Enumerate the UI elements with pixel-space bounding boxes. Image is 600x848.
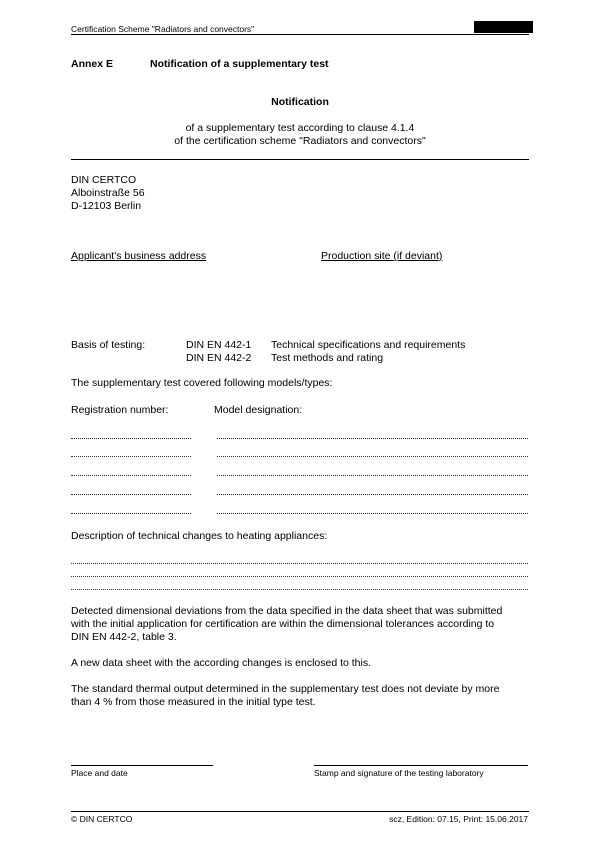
registration-entry-line[interactable] [71,494,191,495]
thermal-output-paragraph-line-1: The standard thermal output determined in the supplementary test does not deviate by more [71,683,500,695]
model-entry-line[interactable] [217,475,528,476]
description-entry-line[interactable] [71,563,528,564]
description-label: Description of technical changes to heating appliances: [71,530,328,542]
description-entry-line[interactable] [71,576,528,577]
model-entry-line[interactable] [217,438,528,439]
production-site-label: Production site (if deviant) [321,250,443,262]
model-entry-line[interactable] [217,456,528,457]
registration-entry-line[interactable] [71,513,191,514]
deviations-paragraph-line-1: Detected dimensional deviations from the data specified in the data sheet that was submitted [71,605,503,617]
registration-number-label: Registration number: [71,404,169,416]
basis-standard-2: DIN EN 442-2 [186,352,252,364]
model-designation-label: Model designation: [214,404,303,416]
address-line-2: Alboinstraße 56 [71,187,145,199]
notification-line-2: of the certification scheme "Radiators and convectors" [174,135,426,147]
redacted-block [474,21,533,33]
place-date-label: Place and date [71,768,128,778]
footer-edition: scz, Edition: 07.15, Print: 15.06.2017 [389,814,528,824]
place-date-signature-line[interactable] [71,765,213,766]
deviations-paragraph-line-2: with the initial application for certification are within the dimensional tolerances according to [71,618,495,630]
basis-description-1: Technical specifications and requirements [271,339,466,351]
stamp-signature-line[interactable] [314,765,528,766]
model-entry-line[interactable] [217,513,528,514]
address-line-3: D-12103 Berlin [71,200,142,212]
thermal-output-paragraph-line-2: than 4 % from those measured in the initial type test. [71,696,316,708]
notification-line-1: of a supplementary test according to clause 4.1.4 [185,122,415,134]
footer-rule [71,811,529,812]
basis-label: Basis of testing: [71,339,146,351]
registration-entry-line[interactable] [71,456,191,457]
annex-label: Annex E [71,58,114,70]
annex-title: Notification of a supplementary test [150,58,329,70]
covered-models-text: The supplementary test covered following models/types: [71,377,333,389]
notification-heading: Notification [271,96,329,108]
business-address-label: Applicant's business address [71,250,207,262]
stamp-signature-label: Stamp and signature of the testing laboratory [314,768,484,778]
registration-entry-line[interactable] [71,475,191,476]
description-entry-line[interactable] [71,589,528,590]
registration-entry-line[interactable] [71,438,191,439]
basis-standard-1: DIN EN 442-1 [186,339,252,351]
running-header: Certification Scheme "Radiators and convectors" [71,24,255,34]
header-rule [71,34,529,35]
address-line-1: DIN CERTCO [71,174,137,186]
deviations-paragraph-line-3: DIN EN 442-2, table 3. [71,631,177,643]
model-entry-line[interactable] [217,494,528,495]
data-sheet-paragraph: A new data sheet with the according changes is enclosed to this. [71,657,372,669]
section-rule [71,159,529,160]
basis-description-2: Test methods and rating [271,352,384,364]
footer-copyright: © DIN CERTCO [71,814,133,824]
